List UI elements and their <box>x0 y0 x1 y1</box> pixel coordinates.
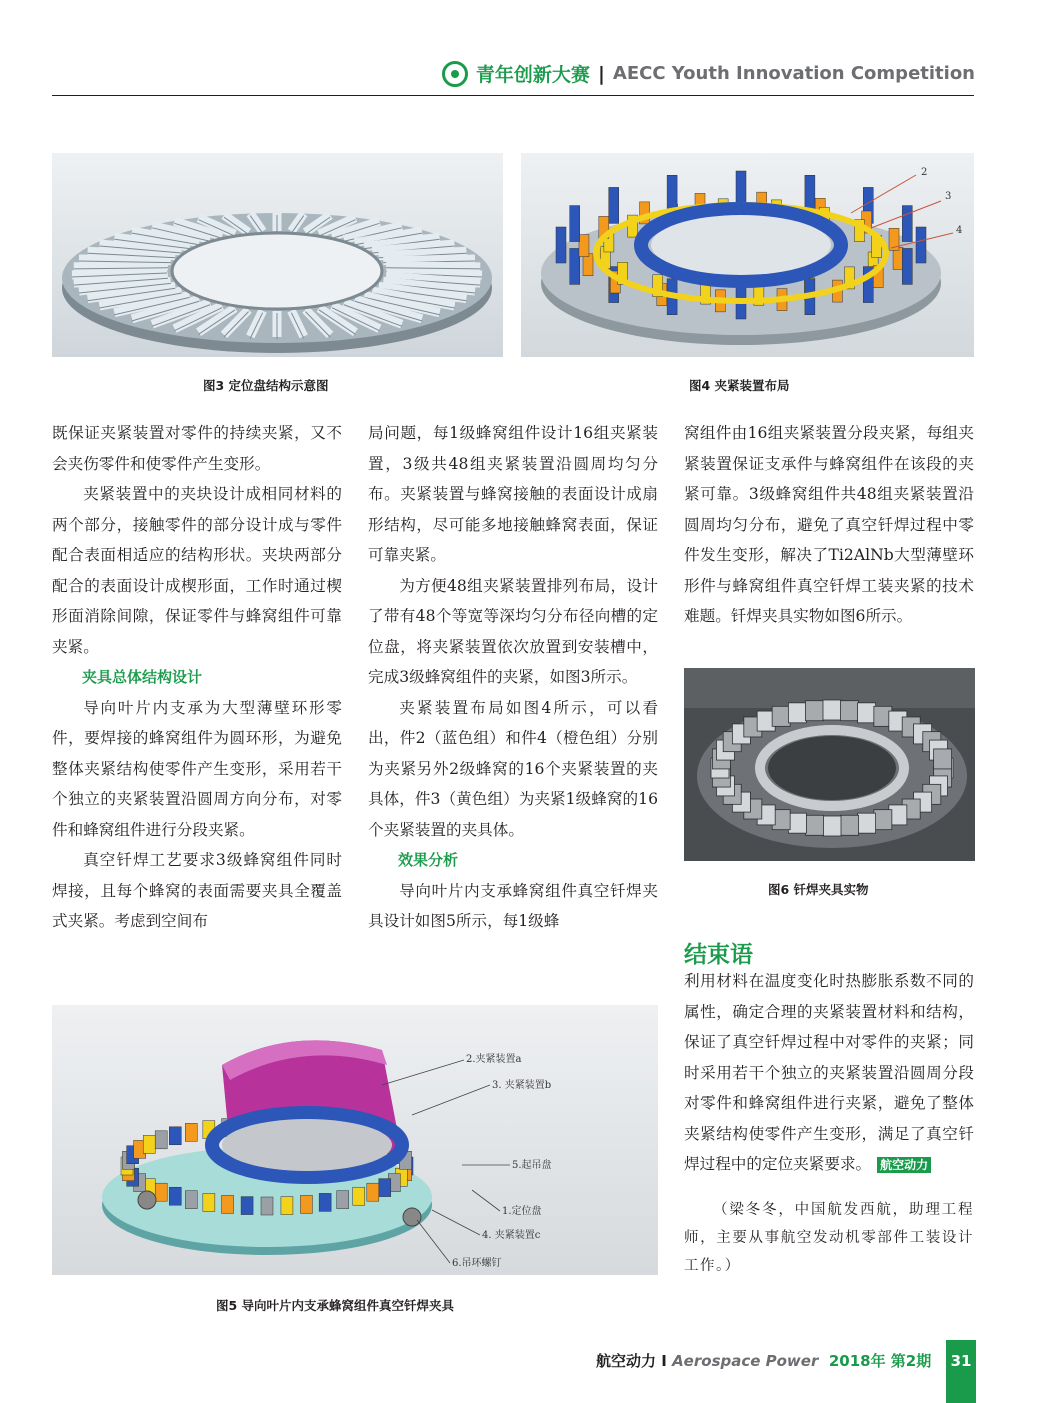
conclusion-body <box>684 966 974 1180</box>
fixture-block <box>788 813 806 833</box>
fixture-block <box>858 703 876 723</box>
clamp-block <box>583 254 593 276</box>
clamp-block <box>805 175 815 211</box>
fig4-callout-3: 3 <box>945 191 952 202</box>
figure-6-caption: 图6 钎焊夹具实物 <box>768 882 869 897</box>
fig5-callout-4: 4. 夹紧装置c <box>482 1230 541 1241</box>
page-number: 31 <box>946 1340 976 1403</box>
fixture-block <box>805 815 823 835</box>
paragraph: 既保证夹紧装置对零件的持续夹紧，又不会夹伤零件和使零件产生变形。 <box>52 424 342 473</box>
clamp-block <box>155 1131 167 1149</box>
paragraph: 为方便48组夹紧装置排列布局，设计了带有48个等宽等深均匀分布径向槽的定位盘，将夹紧装置依次放置到安装槽中，完成3级蜂窝组件的夹紧，如图3所示。 <box>368 576 658 686</box>
clamp-block <box>893 247 903 269</box>
fig5-callout-2: 2.夹紧装置a <box>466 1054 522 1065</box>
clamp-block <box>281 1197 293 1215</box>
competition-logo-icon <box>442 61 468 87</box>
clamp-block <box>169 1127 181 1145</box>
fig5-callout-1: 1.定位盘 <box>502 1206 542 1217</box>
clamp-block <box>609 187 619 223</box>
clamp-block <box>155 1183 167 1201</box>
header-rule <box>52 95 974 96</box>
clamp-block <box>143 1135 155 1153</box>
conclusion-text: 利用材料在温度变化时热膨胀系数不同的属性，确定合理的夹紧装置材料和结构，保证了真空钎焊过程中对零件的夹紧；同时采用若干个独立的夹紧装置沿圆周分段对零件和蜂窝组件进行夹紧，避免了整体夹紧结构使零件产生变形，满足了真空钎焊过程中的定位夹紧要求。 <box>684 972 974 1173</box>
clamp-block <box>337 1191 349 1209</box>
clamp-block <box>570 206 580 242</box>
paragraph: 真空钎焊工艺要求3级蜂窝组件同时焊接，且每个蜂窝的表面需要夹具全覆盖式夹紧。考虑到空间布 <box>52 851 342 930</box>
section-heading: 夹具总体结构设计 <box>82 668 203 686</box>
fixture-block <box>823 700 841 720</box>
issue-label: 2018年 第2期 <box>828 1352 932 1370</box>
clamp-block <box>319 1193 331 1211</box>
fig4-callout-2: 2 <box>921 167 928 178</box>
journal-name-cn: 航空动力 <box>596 1352 657 1370</box>
fig5-callout-3: 3. 夹紧装置b <box>492 1080 552 1091</box>
figure-4-image <box>521 153 974 357</box>
header-title-en: AECC Youth Innovation Competition <box>612 63 975 84</box>
clamp-block <box>736 171 746 207</box>
slot-mark <box>74 266 168 267</box>
page-footer <box>596 1350 931 1371</box>
fig5-callout-5: 5.起吊盘 <box>512 1160 552 1171</box>
slot-mark <box>72 271 167 275</box>
clamp-block <box>579 235 589 257</box>
fixture-block <box>805 701 823 721</box>
clamp-block <box>185 1123 197 1141</box>
section-heading: 效果分析 <box>398 851 459 869</box>
clamp-block <box>667 175 677 211</box>
fixture-block <box>841 701 859 721</box>
clamp-block <box>570 248 580 284</box>
author-text: （梁冬冬，中国航发西航，助理工程师，主要从事航空发动机零部件工装设计工作。） <box>684 1202 974 1274</box>
fixture-block <box>823 816 841 836</box>
figure-5-caption: 图5 导向叶片内支承蜂窝组件真空钎焊夹具 <box>216 1298 455 1313</box>
fixture-block <box>788 703 806 723</box>
clamp-block <box>241 1197 253 1215</box>
footer-separator: I <box>661 1352 667 1370</box>
journal-name-en: Aerospace Power <box>672 1352 819 1370</box>
paragraph: 夹紧装置布局如图4所示，可以看出，件2（蓝色组）和件4（橙色组）分别为夹紧另外2级蜂窝的16个夹紧装置的夹具体，件3（黄色组）为夹紧1级蜂窝的16个夹紧装置的夹具体。 <box>368 698 658 839</box>
clamp-block <box>300 1195 312 1213</box>
fixture-block <box>874 810 892 830</box>
clamp-block <box>203 1193 215 1211</box>
figure-3-caption: 图3 定位盘结构示意图 <box>203 378 329 393</box>
clamp-block <box>261 1197 273 1215</box>
clamp-block <box>222 1195 234 1213</box>
figure-6-photo <box>684 668 975 861</box>
slot-mark <box>386 266 480 267</box>
clamp-block <box>902 248 912 284</box>
text-column-2 <box>368 418 658 937</box>
clamp-block <box>169 1187 181 1205</box>
clamp-block <box>556 227 566 263</box>
paragraph: 导向叶片内支承为大型薄壁环形零件，要焊接的蜂窝组件为圆环形，为避免整体夹紧结构使零件产生变形，采用若干个独立的夹紧装置沿圆周方向分布，对零件和蜂窝组件进行分段夹紧。 <box>52 698 342 839</box>
running-header <box>442 60 975 87</box>
figure-3-image <box>52 153 503 357</box>
fixture-block <box>772 706 790 726</box>
slot-mark <box>383 259 475 261</box>
header-separator: | <box>597 62 605 85</box>
clamp-block <box>353 1187 365 1205</box>
clamp-block <box>379 1179 391 1197</box>
journal-tag: 航空动力 <box>877 1157 931 1173</box>
clamp-block <box>902 206 912 242</box>
fixture-block <box>934 749 952 769</box>
fixture-block <box>841 815 859 835</box>
figure-4-caption: 图4 夹紧装置布局 <box>689 378 790 393</box>
clamp-block <box>367 1183 379 1201</box>
header-title-cn: 青年创新大赛 <box>475 64 590 86</box>
fixture-block <box>858 813 876 833</box>
author-note <box>684 1196 974 1280</box>
clamp-block <box>185 1191 197 1209</box>
fig5-callout-6: 6.吊环螺钉 <box>452 1258 502 1269</box>
paragraph: 窝组件由16组夹紧装置分段夹紧，每组夹紧装置保证支承件与蜂窝组件在该段的夹紧可靠。3级蜂窝组件共48组夹紧装置沿圆周均匀分布，避免了真空钎焊过程中零件发生变形，解决了Ti2AlNb大型薄壁环形件与蜂窝组件真空钎焊工装夹紧的技术难题。钎焊夹具实物如图6所示。 <box>684 424 974 625</box>
paragraph: 夹紧装置中的夹块设计成相同材料的两个部分，接触零件的部分设计成与零件配合表面相适应的结构形状。夹块两部分配合的表面设计成楔形面，工作时通过楔形面消除间隙，保证零件与蜂窝组件可靠夹紧。 <box>52 485 342 656</box>
fig4-callout-4: 4 <box>956 225 963 236</box>
conclusion-heading: 结束语 <box>684 942 753 968</box>
paragraph: 局问题，每1级蜂窝组件设计16组夹紧装置，3级共48组夹紧装置沿圆周均匀分布。夹紧装置与蜂窝接触的表面设计成扇形结构，尽可能多地接触蜂窝表面，保证可靠夹紧。 <box>368 424 658 564</box>
text-column-1 <box>52 418 342 937</box>
figure-5-image <box>52 1005 658 1275</box>
clamp-block <box>916 227 926 263</box>
text-column-3 <box>684 418 974 632</box>
paragraph: 导向叶片内支承蜂窝组件真空钎焊夹具设计如图5所示，每1级蜂 <box>368 881 658 930</box>
